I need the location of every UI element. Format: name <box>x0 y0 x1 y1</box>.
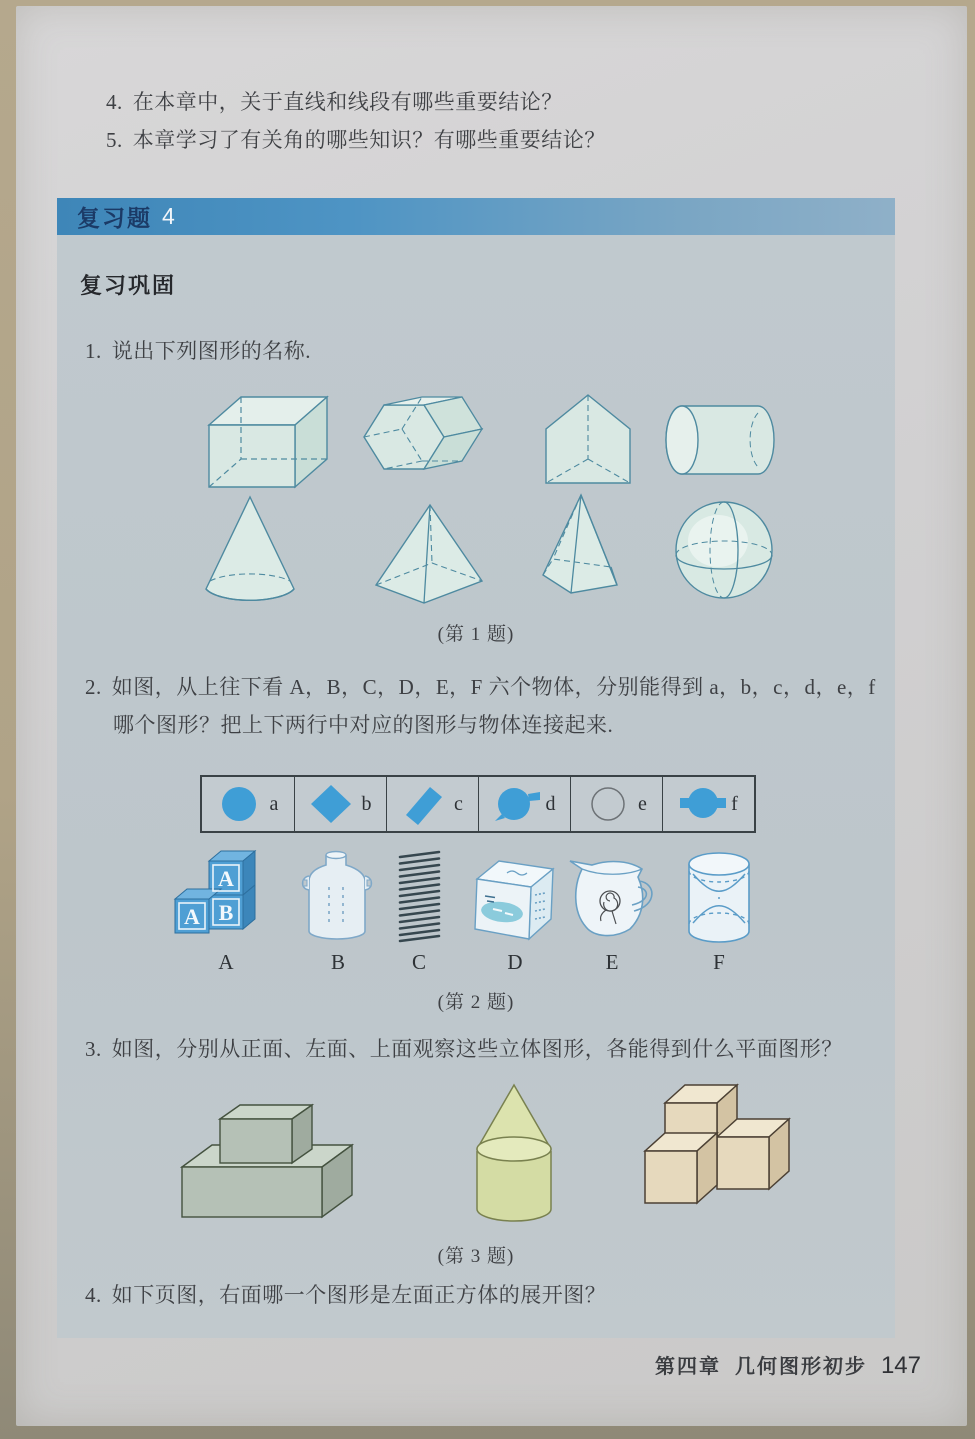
object-A <box>167 849 285 975</box>
object-label: A <box>218 950 234 974</box>
block-letter: A <box>183 904 200 929</box>
intro-question-4 <box>106 86 563 116</box>
page-footer <box>655 1350 921 1380</box>
view-label: a <box>269 792 279 815</box>
rotated-rectangle-icon <box>402 782 450 826</box>
object-F <box>682 849 756 975</box>
book-page <box>16 6 967 1426</box>
question-text: 如图，从上往下看 A，B，C，D，E，F 六个物体，分别能得到 a，b，c，d，e，f <box>111 675 876 699</box>
object-B <box>298 849 378 975</box>
page-number: 147 <box>880 1352 921 1379</box>
block-letter: A <box>217 866 234 891</box>
cuboid-figure <box>197 385 337 491</box>
question-2-line2: 哪个图形？把上下两行中对应的图形与物体连接起来. <box>113 713 614 737</box>
question-number: 2. <box>85 675 102 699</box>
cylinder-figure <box>662 403 776 477</box>
block-letter: B <box>218 900 233 925</box>
section-header-bar <box>57 198 895 235</box>
exercise-panel <box>57 235 895 1338</box>
circle-two-handles-icon <box>679 782 727 826</box>
object-E <box>565 849 659 975</box>
question-text: 如下页图，右面哪一个图形是左面正方体的展开图？ <box>111 1283 607 1307</box>
cone-on-cylinder-figure <box>458 1077 570 1233</box>
filled-diamond-icon <box>310 782 358 826</box>
view-cell-b <box>294 777 386 831</box>
chapter-title: 几何图形初步 <box>734 1356 867 1378</box>
box-carton-icon <box>471 849 559 946</box>
section-header-number: 4 <box>162 203 175 229</box>
figure-caption-2: (第 2 题) <box>437 992 515 1013</box>
pitcher-icon <box>566 849 658 946</box>
object-C <box>390 849 448 975</box>
object-label: F <box>713 950 725 974</box>
sphere-figure <box>672 497 776 603</box>
spring-coil-icon <box>392 849 447 946</box>
object-label: E <box>605 950 619 974</box>
filled-circle-icon <box>218 782 266 826</box>
view-cell-a <box>202 777 294 831</box>
view-label: b <box>361 792 372 815</box>
question-3 <box>85 1033 843 1063</box>
section-header-title: 复习题 <box>77 205 152 231</box>
cone-figure <box>200 493 300 611</box>
hexagonal-prism-figure <box>362 383 484 493</box>
top-view-table <box>200 775 756 833</box>
question-number: 5. <box>106 128 123 152</box>
question-4 <box>85 1279 606 1309</box>
object-D <box>470 849 560 975</box>
hourglass-drum-icon <box>683 849 755 946</box>
object-label: B <box>330 950 345 974</box>
chapter-label: 第四章 <box>654 1356 721 1378</box>
object-label: C <box>411 950 426 974</box>
question-number: 4. <box>85 1283 102 1307</box>
view-cell-e <box>570 777 662 831</box>
question-1 <box>85 335 311 365</box>
view-label: d <box>545 792 556 815</box>
subsection-title: 复习巩固 <box>80 273 177 298</box>
view-cell-c <box>386 777 478 831</box>
stacked-cuboids-figure <box>172 1089 372 1221</box>
jar-icon <box>299 849 377 946</box>
figure-caption-3: (第 3 题) <box>437 1246 515 1267</box>
view-label: f <box>731 792 738 815</box>
outline-circle-icon <box>586 782 634 826</box>
square-pyramid-figure <box>368 499 488 607</box>
question-number: 4. <box>106 90 123 114</box>
pentagonal-pyramid-figure <box>537 491 627 609</box>
view-label: e <box>638 792 647 815</box>
question-text: 本章学习了有关角的哪些知识？有哪些重要结论？ <box>132 128 606 152</box>
triangular-prism-figure <box>538 389 634 489</box>
question-text: 如图，分别从正面、左面、上面观察这些立体图形，各能得到什么平面图形？ <box>111 1037 843 1061</box>
question-number: 3. <box>85 1037 102 1061</box>
view-cell-f <box>662 777 754 831</box>
object-label: D <box>507 950 523 974</box>
question-2-line1 <box>85 671 876 701</box>
question-number: 1. <box>85 339 102 363</box>
question-text: 说出下列图形的名称. <box>111 339 311 363</box>
view-cell-d <box>478 777 570 831</box>
three-cubes-figure <box>635 1075 795 1235</box>
intro-question-5 <box>106 124 606 154</box>
circle-with-handle-icon <box>494 782 542 826</box>
figure-caption-1: (第 1 题) <box>437 624 515 645</box>
building-blocks-icon <box>169 849 284 946</box>
question-text: 在本章中，关于直线和线段有哪些重要结论？ <box>132 90 563 114</box>
view-label: c <box>454 792 463 815</box>
